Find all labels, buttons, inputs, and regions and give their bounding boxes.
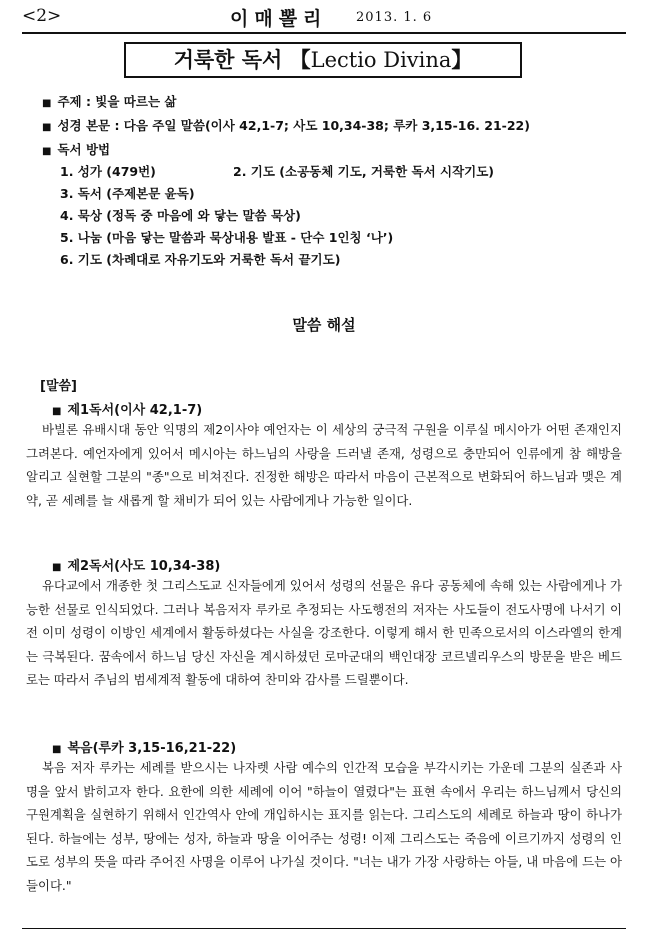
bullet-icon: ■ bbox=[52, 744, 62, 755]
theme-line bbox=[42, 92, 176, 110]
theme-text: 주제 : 빛을 따르는 삶 bbox=[57, 94, 177, 109]
reading-1-text: 바빌론 유배시대 동안 익명의 제2이사야 예언자는 이 세상의 궁극적 구원을 이루실 메시아가 어떤 존재인지 그려본다. 예언자에게 있어서 메시아는 하느님의 사랑을 드러낼 존재, 성령으로 충만되어 인류에게 참 해방을 알리고 실현할 그분의 "종"으로 비쳐진다. 진정한 해방은 따라서 마음이 근본적으로 변화되어 하느님과 맺은 계약, 곧 세례를 늘 새롭게 할 채비가 되어 있는 사람에게나 가능한 일이다. bbox=[26, 422, 622, 508]
bulletin-date: 2013. 1. 6 bbox=[356, 10, 433, 25]
method-line bbox=[42, 140, 110, 158]
method-step-4: 4. 묵상 (정독 중 마음에 와 닿는 말씀 묵상) bbox=[60, 208, 301, 223]
reading-2-heading bbox=[52, 555, 220, 574]
bullet-icon: ■ bbox=[52, 406, 62, 417]
page-number: <2> bbox=[22, 6, 62, 26]
reading-2-text: 유다교에서 개종한 첫 그리스도교 신자들에게 있어서 성령의 선물은 유다 공동체에 속해 있는 사람에게나 가능한 선물로 인식되었다. 그러나 복음저자 루카로 추정되는 사도행전의 저자는 사도들이 전도사명에 나서기 이전 이미 성령이 이방인 세계에서 활동하셨다는 사실을 강조한다. 이렇게 해서 한 민족으로서의 이스라엘의 한계는 극복된다. 꿈속에서 하느님 당신 자신을 계시하셨던 로마군대의 백인대장 코르넬리우스의 방문을 받은 베드로는 따라서 주님의 범세계적 활동에 대하여 찬미와 감사를 드릴뿐이다. bbox=[26, 578, 622, 687]
bullet-icon: ■ bbox=[52, 562, 62, 573]
method-step-3: 3. 독서 (주제본문 윤독) bbox=[60, 186, 195, 201]
reading-1-title: 제1독서(이사 42,1-7) bbox=[67, 403, 203, 418]
title-korean: 거룩한 독서 bbox=[173, 48, 283, 72]
reading-2-title: 제2독서(사도 10,34-38) bbox=[67, 559, 221, 574]
scripture-line bbox=[42, 116, 530, 134]
title-latin: Lectio Divina bbox=[310, 48, 452, 72]
bulletin-title: 이매뽈리 bbox=[230, 8, 328, 30]
method-step-2: 2. 기도 (소공동체 기도, 거룩한 독서 시작기도) bbox=[233, 164, 495, 179]
lectio-divina-title-box bbox=[124, 42, 522, 78]
method-step-1: 1. 성가 (479번) bbox=[60, 164, 156, 179]
method-label: 독서 방법 bbox=[57, 142, 111, 157]
bullet-icon: ■ bbox=[42, 122, 52, 133]
scripture-text: 성경 본문 : 다음 주일 말씀(이사 42,1-7; 사도 10,34-38; 루카 3,15-16. 21-22) bbox=[57, 118, 530, 133]
method-step-6: 6. 기도 (차례대로 자유기도와 거룩한 독서 끝기도) bbox=[60, 252, 341, 267]
section-title: 말씀 해설 bbox=[292, 316, 356, 334]
footer-rule bbox=[22, 928, 626, 929]
word-label: [말씀] bbox=[40, 379, 77, 394]
gospel-title: 복음(루카 3,15-16,21-22) bbox=[67, 741, 237, 756]
bullet-icon: ■ bbox=[42, 146, 52, 157]
title-bracket-open: 【 bbox=[289, 48, 311, 72]
header-rule bbox=[22, 32, 626, 34]
method-step-5: 5. 나눔 (마음 닿는 말씀과 묵상내용 발표 - 단수 1인칭 ‘나’) bbox=[60, 230, 394, 245]
gospel-heading bbox=[52, 737, 236, 756]
gospel-text: 복음 저자 루카는 세례를 받으시는 나자렛 사람 예수의 인간적 모습을 부각시키는 가운데 그분의 실존과 사명을 앞서 밝히고자 한다. 요한에 의한 세례에 이어 "하늘이 열렸다"는 표현 속에서 우리는 하느님께서 당신의 구원계획을 실현하기 위해서 인간역사 안에 개입하시는 표지를 읽는다. 그리스도의 세례로 하늘과 땅이 하나가 된다. 하늘에는 성부, 땅에는 성자, 하늘과 땅을 이어주는 성령! 이제 그리스도는 죽음에 이르기까지 성령의 인도로 성부의 뜻을 따라 주어진 사명을 이루어 나가실 것이다. "너는 내가 가장 사랑하는 아들, 내 마음에 드는 아들이다." bbox=[26, 760, 622, 893]
reading-1-heading bbox=[52, 399, 202, 418]
bullet-icon: ■ bbox=[42, 98, 52, 109]
title-bracket-close: 】 bbox=[451, 48, 473, 72]
